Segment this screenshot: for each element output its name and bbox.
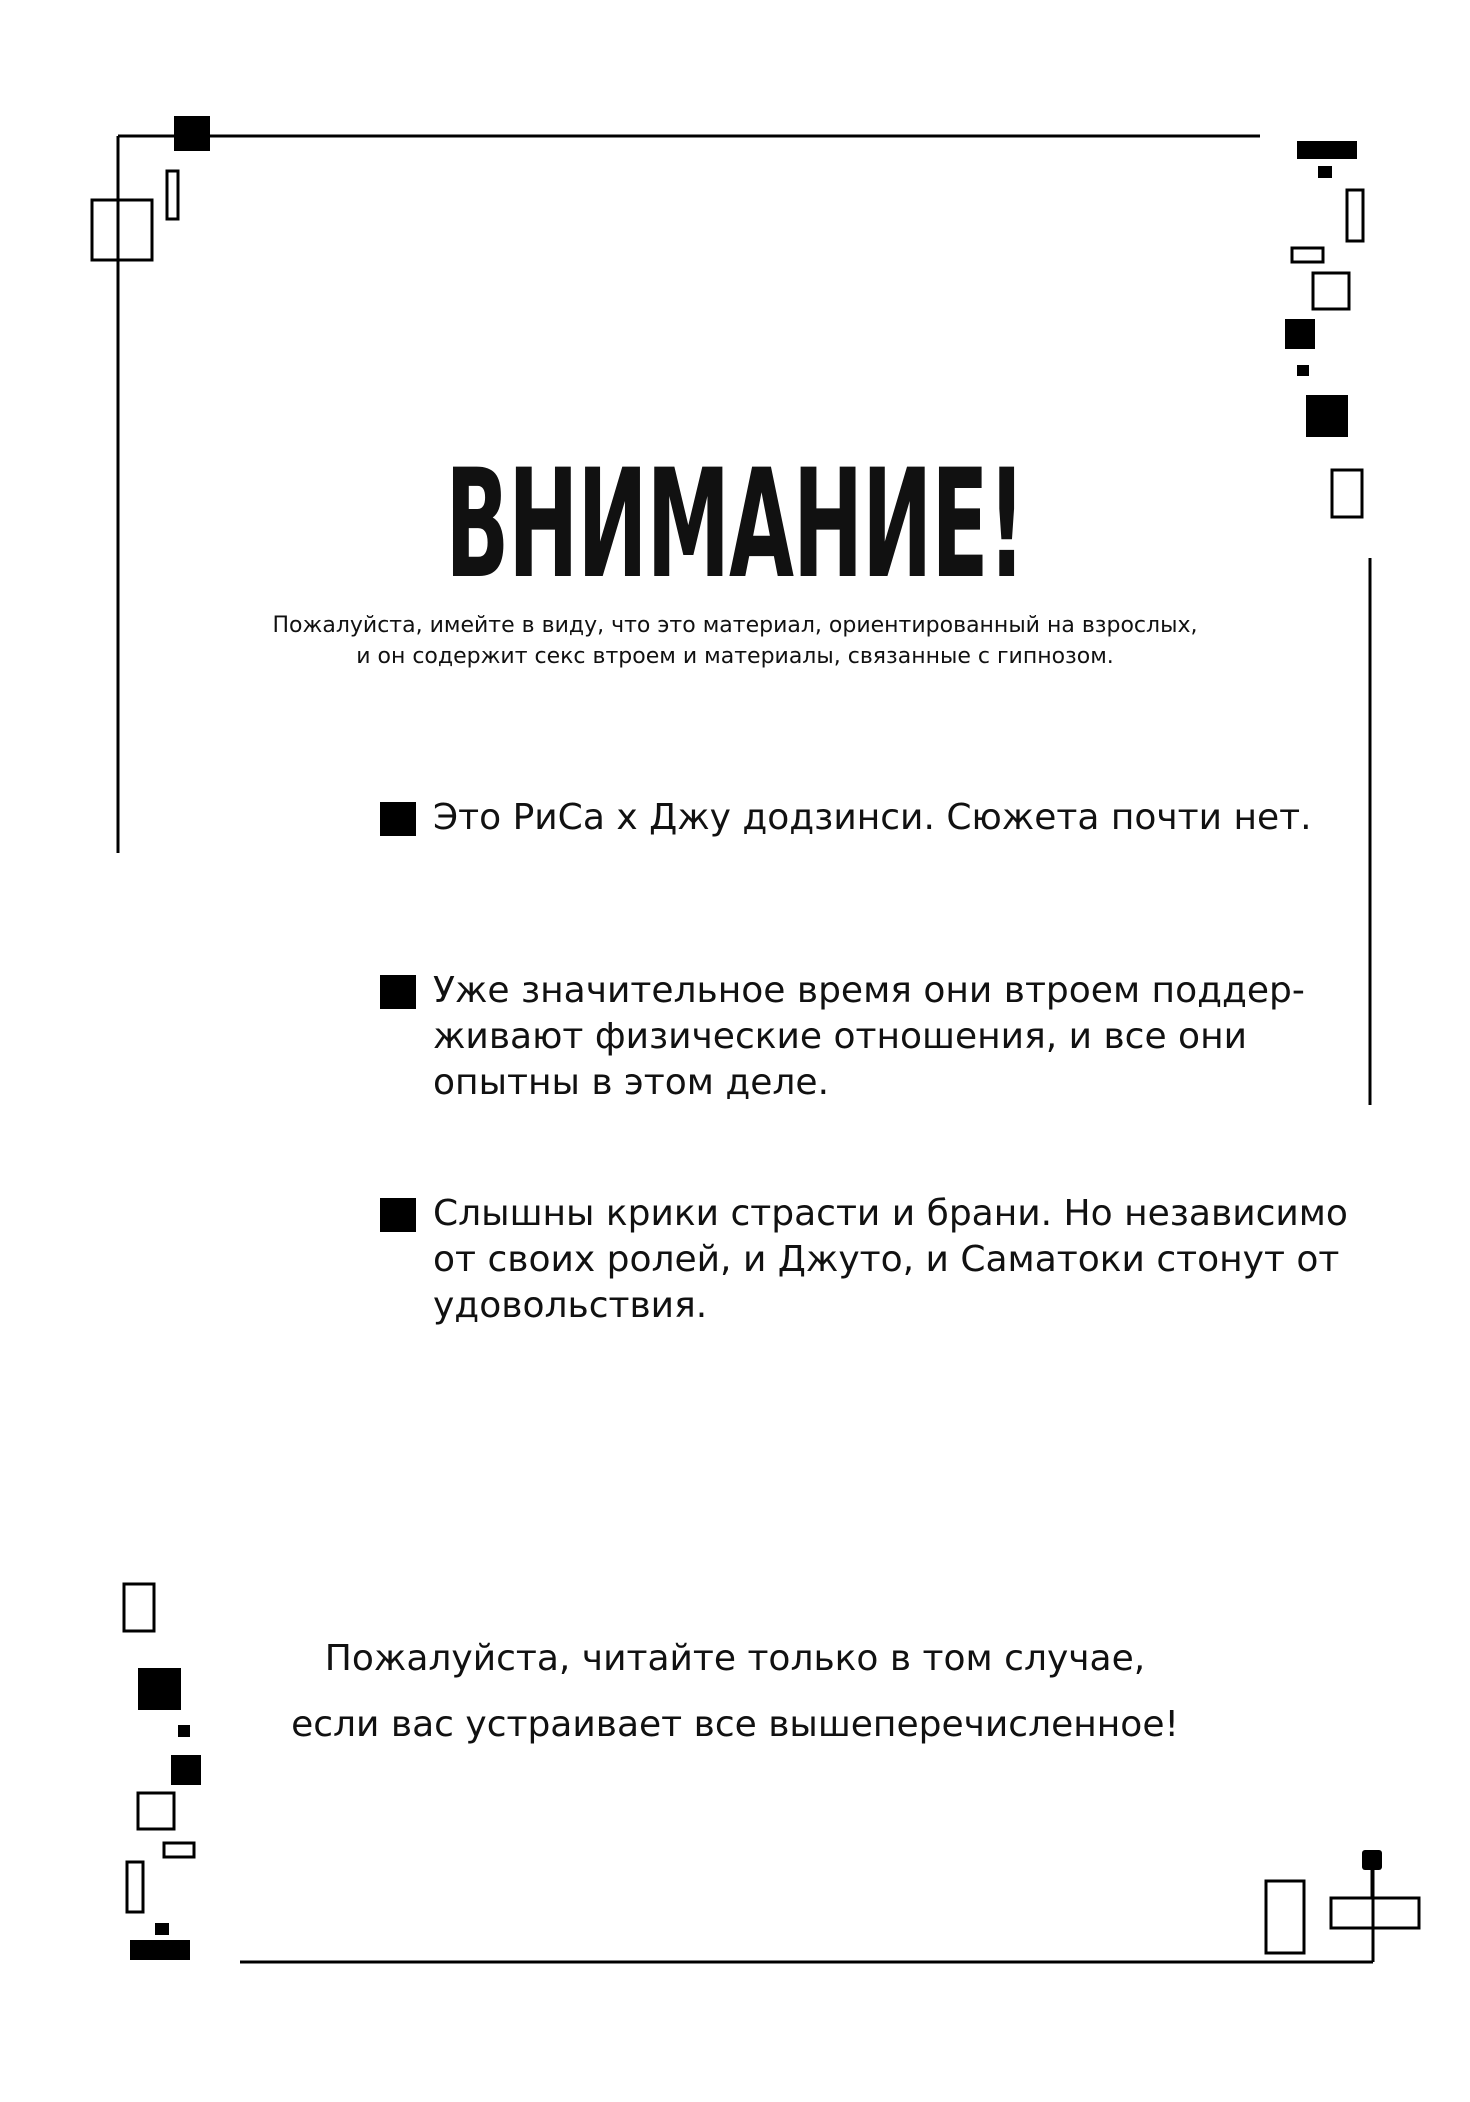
bullet-text	[433, 795, 1312, 841]
warning-subtitle	[0, 610, 1470, 672]
bullet-line: удовольствия.	[433, 1285, 708, 1326]
subtitle-line: Пожалуйста, имейте в виду, что это материал, ориентированный на взрослых,	[272, 613, 1198, 638]
closing-note	[0, 1626, 1470, 1758]
bullet-line: от своих ролей, и Джуто, и Саматоки стонут от	[433, 1239, 1340, 1280]
bullet-text	[433, 968, 1305, 1106]
page-title: ВНИМАНИЕ!	[445, 438, 1025, 612]
bullet-line: Это РиСа х Джу додзинси. Сюжета почти нет.	[433, 797, 1312, 838]
closing-line: Пожалуйста, читайте только в том случае,	[324, 1638, 1146, 1679]
bullet-square-icon	[380, 975, 416, 1009]
bullet-line: Уже значительное время они втроем поддер-	[433, 970, 1305, 1011]
subtitle-line: и он содержит секс втроем и материалы, связанные с гипнозом.	[356, 644, 1114, 669]
closing-line: если вас устраивает все вышеперечисленное!	[291, 1704, 1179, 1745]
bullet-line: живают физические отношения, и все они	[433, 1016, 1248, 1057]
bullet-square-icon	[380, 1198, 416, 1232]
bullet-line: Слышны крики страсти и брани. Но независимо	[433, 1193, 1348, 1234]
bullet-line: опытны в этом деле.	[433, 1062, 830, 1103]
bottom-right-ornament	[240, 1850, 1419, 1962]
bullet-square-icon	[380, 802, 416, 836]
bullet-text	[433, 1191, 1348, 1329]
